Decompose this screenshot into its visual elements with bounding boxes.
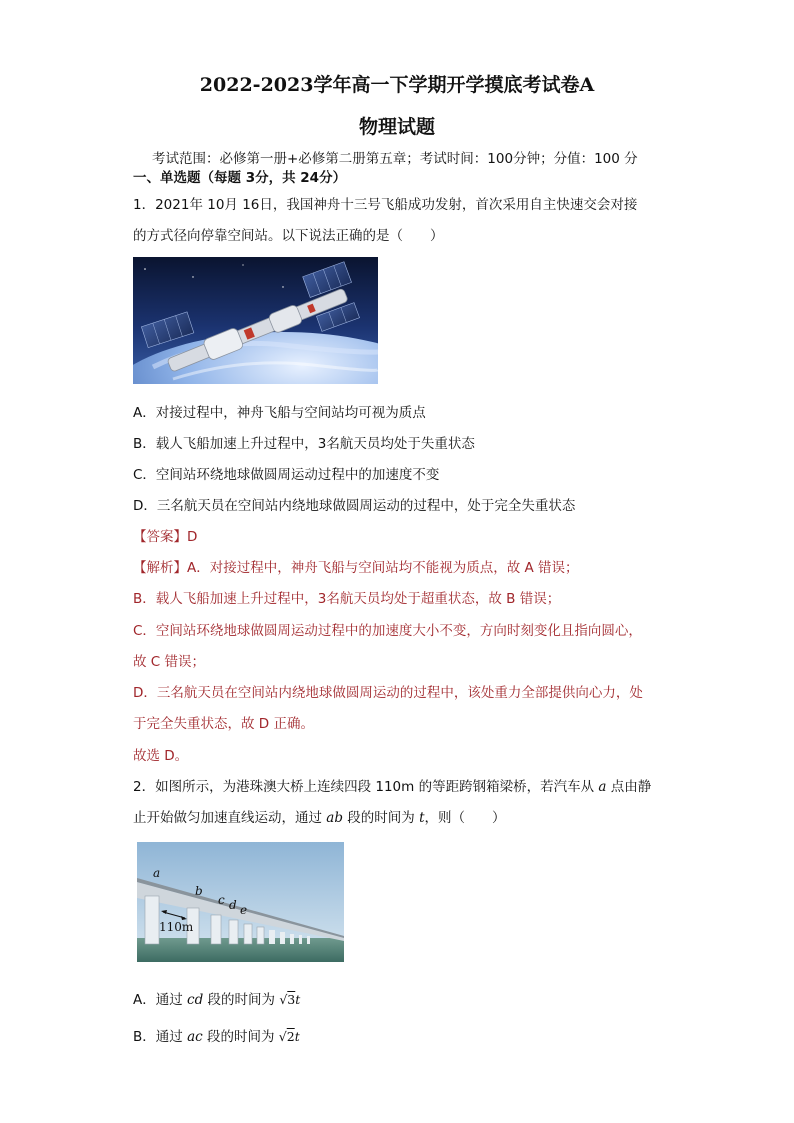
q1-option-c: C．空间站环绕地球做圆周运动过程中的加速度不变: [133, 467, 440, 483]
q2-stem-text: ，则（ ）: [424, 810, 506, 826]
q1-analysis-line5: D．三名航天员在空间站内绕地球做圆周运动的过程中，该处重力全部提供向心力，处: [133, 685, 643, 701]
bridge-label-a: a: [153, 866, 161, 880]
space-station-image: [133, 257, 378, 384]
q1-analysis-line1: [133, 556, 579, 576]
q2-var-cd: cd: [187, 992, 204, 1008]
q1-conclusion: 故选 D。: [133, 748, 189, 764]
q2-stem-text: 2．如图所示，为港珠澳大桥上连续四段 110m 的等距跨钢箱梁桥，若汽车从: [133, 779, 599, 795]
q1-analysis-line3: C．空间站环绕地球做圆周运动过程中的加速度大小不变，方向时刻变化且指向圆心，: [133, 623, 642, 639]
q2-opt-text: B．通过: [133, 1029, 188, 1045]
q2-opt-text: A．通过: [133, 992, 188, 1008]
q2-stem-text: 段的时间为: [343, 810, 420, 826]
q2-var-a: a: [598, 779, 607, 795]
q1-stem-line1: 1．2021年 10月 16日，我国神舟十三号飞船成功发射，首次采用自主快速交会对接: [133, 197, 638, 213]
q2-stem-text: 点由静: [606, 779, 652, 795]
sqrt-expression: √2t: [278, 1029, 300, 1044]
bridge-label-e: e: [240, 903, 248, 917]
bridge-label-c: c: [218, 893, 225, 907]
bridge-label-b: b: [195, 884, 203, 898]
q1-stem-line2: 的方式径向停靠空间站。以下说法正确的是（ ）: [133, 228, 444, 244]
exam-subtitle: 物理试题: [358, 116, 435, 138]
analysis-label: 【解析】: [133, 560, 187, 576]
exam-title: 2022-2023学年高一下学期开学摸底考试卷A: [199, 74, 595, 96]
section-heading: 一、单选题（每题 3分，共 24分）: [133, 170, 347, 186]
q2-var-ac: ac: [187, 1029, 203, 1045]
q2-option-a: [133, 988, 300, 1008]
q1-analysis-line4: 故 C 错误；: [133, 654, 206, 670]
sqrt-expression: √3t: [279, 992, 301, 1007]
q2-var-t: t: [294, 1029, 300, 1044]
sqrt-radicand: 2: [286, 1029, 295, 1044]
bridge-distance-label: 110m: [159, 920, 194, 934]
q2-stem-text: 止开始做匀加速直线运动，通过: [133, 810, 327, 826]
q1-option-a: A．对接过程中，神舟飞船与空间站均可视为质点: [133, 405, 426, 421]
q2-stem-line2: [133, 806, 506, 826]
q2-var-t: t: [295, 992, 301, 1007]
answer-value: D: [187, 529, 198, 545]
q1-answer: [133, 525, 197, 545]
q2-var-t: t: [419, 810, 425, 826]
sqrt-radicand: 3: [287, 992, 296, 1007]
q1-analysis-line2: B．载人飞船加速上升过程中，3名航天员均处于超重状态，故 B 错误；: [133, 591, 561, 607]
q2-opt-text: 段的时间为: [203, 992, 280, 1008]
analysis-text: A．对接过程中，神舟飞船与空间站均不能视为质点，故 A 错误；: [187, 560, 579, 576]
exam-info: 考试范围：必修第一册+必修第二册第五章；考试时间：100分钟；分值：100 分: [152, 151, 638, 167]
q2-stem-line1: [133, 775, 651, 795]
q2-option-b: [133, 1025, 300, 1045]
q1-option-b: B．载人飞船加速上升过程中，3名航天员均处于失重状态: [133, 436, 475, 452]
bridge-label-d: d: [229, 898, 237, 912]
bridge-image: [137, 842, 344, 962]
answer-label: 【答案】: [133, 529, 187, 545]
q2-var-ab: ab: [326, 810, 343, 826]
q1-analysis-line6: 于完全失重状态，故 D 正确。: [133, 716, 314, 732]
q2-opt-text: 段的时间为: [202, 1029, 279, 1045]
q1-option-d: D．三名航天员在空间站内绕地球做圆周运动的过程中，处于完全失重状态: [133, 498, 576, 514]
